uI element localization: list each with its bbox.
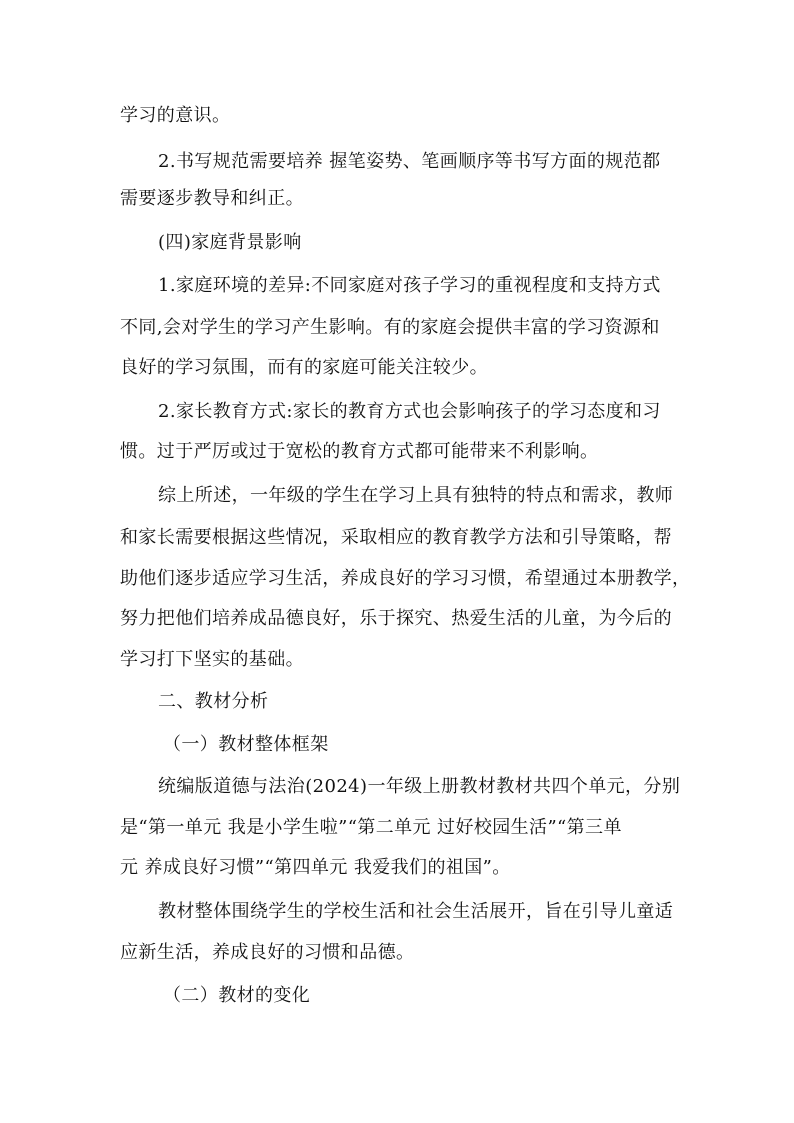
section-heading: (四)家庭背景影响 [158,232,302,253]
text-line: 不同,会对学生的学习产生影响。有的家庭会提供丰富的学习资源和 [120,317,660,338]
text-line: 元 养成良好习惯”“第四单元 我爱我们的祖国”。 [120,857,511,878]
text-line: 2.家长教育方式:家长的教育方式也会影响孩子的学习态度和习 [158,401,661,422]
text-line: 助他们逐步适应学习生活，养成良好的学习习惯，希望通过本册教学， [120,568,691,589]
text-line: 1.家庭环境的差异:不同家庭对孩子学习的重视程度和支持方式 [158,275,661,296]
text-line: 良好的学习氛围，而有的家庭可能关注较少。 [120,357,488,378]
text-line: 学习打下坚实的基础。 [120,649,304,670]
text-line: 2.书写规范需要培养 握笔姿势、笔画顺序等书写方面的规范都 [158,151,661,172]
text-line: 应新生活，养成良好的习惯和品德。 [120,942,415,963]
text-line: 和家长需要根据这些情况，采取相应的教育教学方法和引导策略，帮 [120,527,672,548]
text-line: 教材整体围绕学生的学校生活和社会生活展开，旨在引导儿童适 [158,901,674,922]
text-line: 需要逐步教导和纠正。 [120,188,304,209]
text-line: 综上所述，一年级的学生在学习上具有独特的特点和需求，教师 [158,485,674,506]
text-line: 学习的意识。 [120,105,231,126]
text-line: 统编版道德与法治(2024)一年级上册教材教材共四个单元，分别 [158,776,681,797]
subsection-heading: （二）教材的变化 [163,985,311,1006]
text-line: 努力把他们培养成品德良好，乐于探究、热爱生活的儿童，为今后的 [120,608,672,629]
text-line: 惯。过于严厉或过于宽松的教育方式都可能带来不利影响。 [120,441,599,462]
subsection-heading: （一）教材整体框架 [163,734,329,755]
text-line: 是“第一单元 我是小学生啦”“第二单元 过好校园生活”“第三单 [120,817,622,838]
section-heading: 二、教材分析 [158,691,269,712]
